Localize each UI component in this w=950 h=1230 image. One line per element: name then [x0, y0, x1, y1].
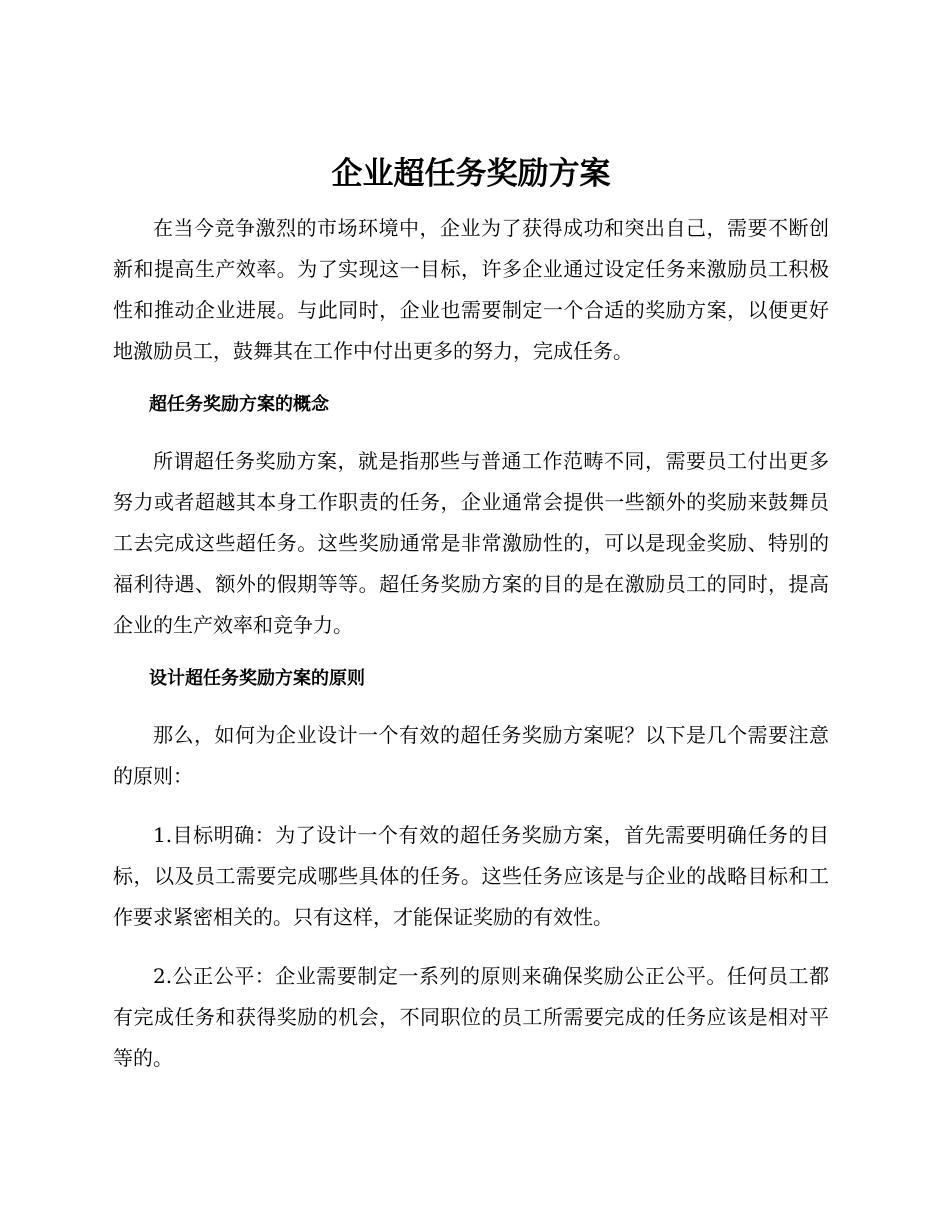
document-title: 企业超任务奖励方案 — [331, 156, 611, 192]
section-heading-concept: 超任务奖励方案的概念 — [149, 394, 329, 415]
principle-item-2: 2.公正公平：企业需要制定一系列的原则来确保奖励公正公平。任何员工都有完成任务和获得奖励的机会，不同职位的员工所需要完成的任务应该是相对平等的。 — [113, 964, 829, 1070]
principle-item-1: 1.目标明确：为了设计一个有效的超任务奖励方案，首先需要明确任务的目标，以及员工需要完成哪些具体的任务。这些任务应该是与企业的战略目标和工作要求紧密相关的。只有这样，才能保证奖励的有效性。 — [113, 823, 829, 929]
document-body — [113, 152, 829, 1097]
section-heading-principles: 设计超任务奖励方案的原则 — [149, 668, 365, 689]
intro-paragraph: 在当今竞争激烈的市场环境中，企业为了获得成功和突出自己，需要不断创新和提高生产效率。为了实现这一目标，许多企业通过设定任务来激励员工积极性和推动企业进展。与此同时，企业也需要制定一个合适的奖励方案，以便更好地激励员工，鼓舞其在工作中付出更多的努力，完成任务。 — [113, 216, 829, 363]
principles-intro-paragraph: 那么，如何为企业设计一个有效的超任务奖励方案呢？以下是几个需要注意的原则： — [113, 723, 829, 788]
concept-paragraph: 所谓超任务奖励方案，就是指那些与普通工作范畴不同，需要员工付出更多努力或者超越其本身工作职责的任务，企业通常会提供一些额外的奖励来鼓舞员工去完成这些超任务。这些奖励通常是非常激励性的，可以是现金奖励、特别的福利待遇、额外的假期等等。超任务奖励方案的目的是在激励员工的同时，提高企业的生产效率和竞争力。 — [113, 449, 829, 637]
